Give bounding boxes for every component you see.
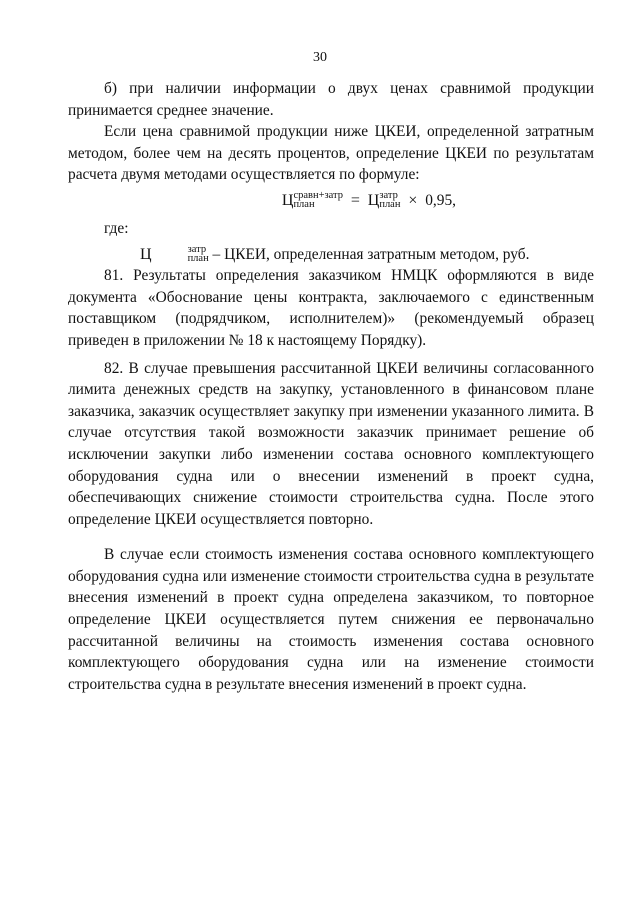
formula-lhs-base: Ц — [281, 191, 294, 209]
page-number: 30 — [313, 50, 327, 65]
definition-symbol-sub: план — [187, 253, 209, 265]
formula-lhs — [282, 188, 343, 214]
formula-factor: 0,95, — [425, 191, 456, 209]
paragraph-lower-price: Если цена сравнимой продукции ниже ЦКЕИ, определенной затратным методом, более чем на десять процентов, определение ЦКЕИ по результатам расчета двумя методами осуществляется по формуле: — [68, 123, 594, 184]
paragraph-82: 82. В случае превышения рассчитанной ЦКЕИ величины согласованного лимита денежных средств на закупку, установленного в финансовом плане заказчика, заказчик осуществляет закупку при изменении указанного лимита. В случае отсутствия такой возможности заказчик принимает решение об исключении закупки либо изменении состава основного комплектующего оборудования судна или о внесении изменений в проект судна, обеспечивающих снижение стоимости строительства судна. После этого определение ЦКЕИ осуществляется повторно. — [68, 359, 594, 528]
body-text — [68, 78, 594, 695]
formula-times: × — [408, 191, 418, 209]
definition-symbol — [104, 244, 209, 266]
formula-equals: = — [350, 191, 360, 209]
formula-rhs-base: Ц — [367, 191, 380, 209]
formula-rhs — [368, 188, 401, 214]
where-label: где: — [104, 219, 129, 237]
formula — [68, 188, 594, 214]
definition-symbol-sup: затр — [187, 244, 207, 256]
formula-rhs-sub: план — [379, 199, 401, 211]
paragraph-repeat-determination: В случае если стоимость изменения состава основного комплектующего оборудования судна или изменение стоимости строительства судна в результате внесения изменений в проект судна определена заказчиком, то повторное определение ЦКЕИ осуществляется путем снижения ее первоначально рассчитанной величины на стоимость изменения состава основного комплектующего оборудования судна или на изменение стоимости строительства судна в результате внесения изменений в проект судна. — [68, 546, 594, 693]
paragraph-81: 81. Результаты определения заказчиком НМЦК оформляются в виде документа «Обоснование цены контракта, заключаемого с единственным поставщиком (подрядчиком, исполнителем)» (рекомендуемый образец приведен в приложении № 18 к настоящему Порядку). — [68, 267, 594, 349]
definition-symbol-base: Ц — [140, 245, 152, 263]
definition-text: – ЦКЕИ, определенная затратным методом, руб. — [208, 245, 530, 263]
formula-lhs-sub: план — [293, 199, 315, 211]
formula-rhs-sup: затр — [379, 190, 398, 202]
paragraph-b: б) при наличии информации о двух ценах сравнимой продукции принимается среднее значение. — [68, 80, 594, 119]
definition-line — [68, 244, 594, 266]
formula-lhs-sup: сравн+затр — [293, 190, 344, 202]
